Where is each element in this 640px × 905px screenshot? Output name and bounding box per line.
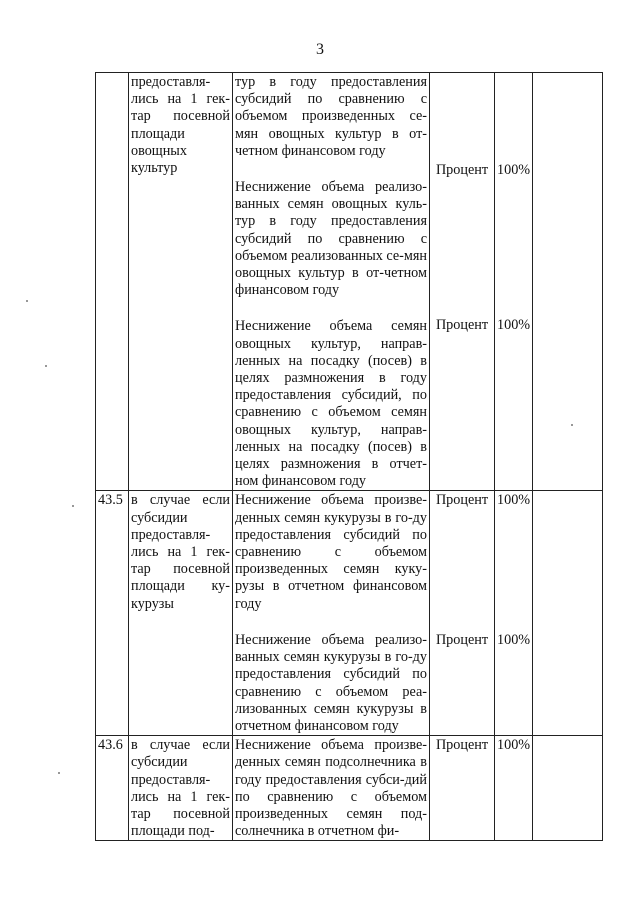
blank-cell — [533, 73, 603, 491]
scan-speck — [58, 772, 60, 774]
indicator-text: Неснижение объема реализо-ванных семян кукурузы в го-ду предоставления субсидий по сравнению с объемом реа-лизованных семян кукурузы в отчетном финансовом году — [235, 631, 427, 734]
indicator-cell — [233, 491, 430, 736]
table-row — [96, 73, 603, 491]
value-text: 100% — [497, 162, 531, 178]
unit-text: Процент — [435, 317, 489, 334]
blank-cell — [533, 491, 603, 736]
condition-text: предоставля-лись на 1 гек-тар посевной площади овощных культур — [131, 74, 230, 177]
condition-text: в случае если субсидии предоставля-лись на 1 гек-тар посевной площади под- — [131, 737, 230, 840]
scan-speck — [45, 365, 47, 367]
indicator-text: Неснижение объема произве-денных семян кукурузы в го-ду предоставления субсидий по сравнению с объемом произведенных семян куку-рузы в отчетном финансовом году — [235, 492, 427, 612]
scan-speck — [26, 300, 28, 302]
unit-text: Процент — [435, 737, 489, 754]
value-cell — [495, 491, 533, 736]
subsidy-indicators-table — [95, 72, 603, 841]
value-cell — [495, 736, 533, 841]
unit-cell — [430, 736, 495, 841]
condition-text: в случае если субсидии предоставля-лись на 1 гек-тар посевной площади ку-курузы — [131, 492, 230, 612]
unit-cell — [430, 491, 495, 736]
row-number: 43.6 — [96, 736, 129, 841]
table-row — [96, 491, 603, 736]
value-text: 100% — [497, 631, 531, 648]
unit-text: Процент — [435, 492, 489, 509]
unit-cell — [430, 73, 495, 491]
condition-cell — [129, 491, 233, 736]
value-text: 100% — [497, 492, 531, 509]
condition-cell — [129, 736, 233, 841]
indicator-cell — [233, 73, 430, 491]
unit-text: Процент — [435, 631, 489, 648]
table-row — [96, 736, 603, 841]
unit-text: Процент — [435, 162, 489, 178]
indicator-text: Неснижение объема произве-денных семян подсолнечника в году предоставления субси-дий по сравнению с объемом произведенных семян под-солнечника в отчетном фи- — [235, 737, 427, 840]
condition-cell — [129, 73, 233, 491]
row-number — [96, 73, 129, 491]
value-text: 100% — [497, 737, 531, 754]
indicator-cell — [233, 736, 430, 841]
page-number: 3 — [316, 41, 324, 58]
scan-speck — [571, 424, 573, 426]
blank-cell — [533, 736, 603, 841]
indicator-text: Неснижение объема семян овощных культур, направ-ленных на посадку (посев) в целях размножения в году предоставления субсидий, по сравнению с объемом семян овощных культур, направ-ленных на посадку (посев) в целях размножения в отчет-ном финансовом году — [235, 318, 427, 490]
indicator-text: тур в году предоставления субсидий по сравнению с объемом произведенных се-мян овощных культур в от-четном финансовом году — [235, 74, 427, 159]
row-number: 43.5 — [96, 491, 129, 736]
scan-speck — [72, 505, 74, 507]
value-text: 100% — [497, 317, 531, 334]
indicator-text: Неснижение объема реализо-ванных семян овощных куль-тур в году предоставления субсидий по сравнению с объемом реализованных се-мян овощных культур в от-четном финансовом году — [235, 179, 427, 299]
value-cell — [495, 73, 533, 491]
